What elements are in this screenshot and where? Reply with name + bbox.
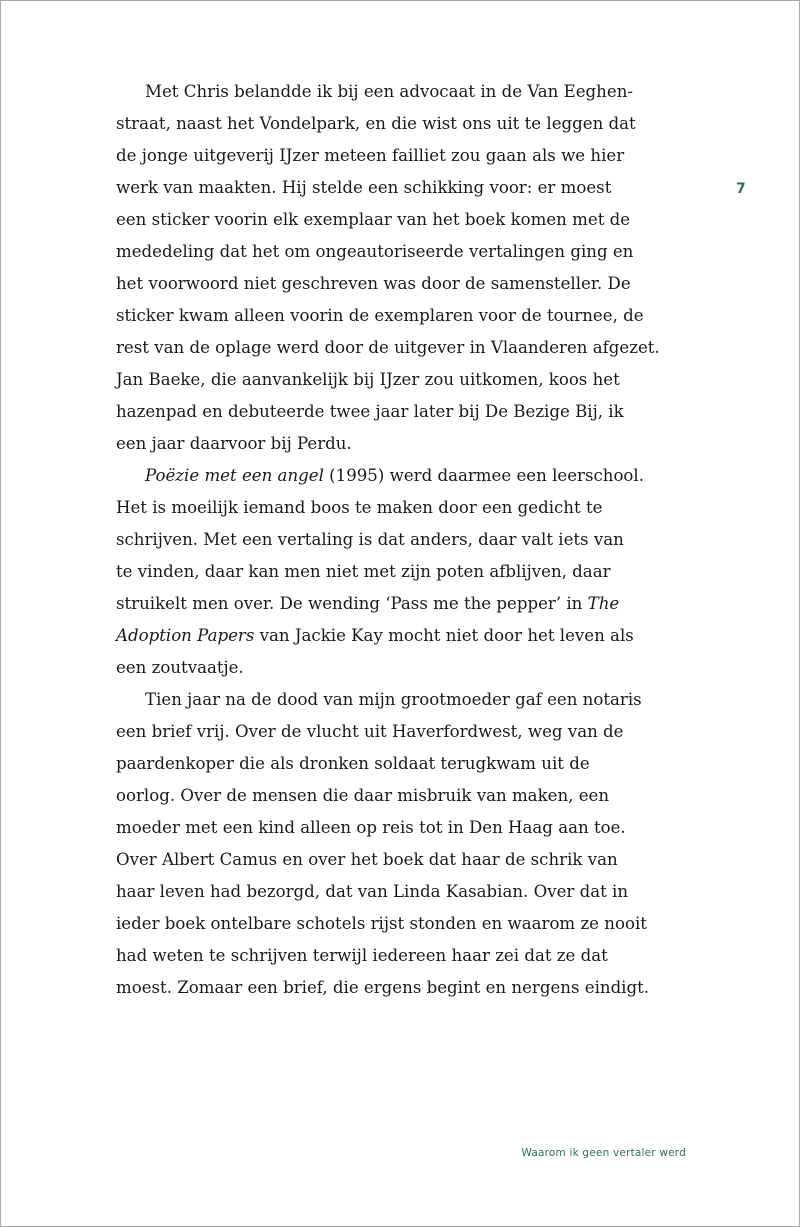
text-line: een jaar daarvoor bij Perdu. [116, 434, 352, 453]
paragraph-3 [116, 684, 696, 1004]
text-line: sticker kwam alleen voorin de exemplaren voor de tournee, de [116, 306, 644, 325]
text-line: Over Albert Camus en over het boek dat haar de schrik van [116, 850, 618, 869]
text-line: hazenpad en debuteerde twee jaar later bij De Bezige Bij, ik [116, 402, 624, 421]
text-line: de jonge uitgeverij IJzer meteen failliet zou gaan als we hier [116, 146, 625, 165]
text-line: oorlog. Over de mensen die daar misbruik van maken, een [116, 786, 610, 805]
text-line: moeder met een kind alleen op reis tot in Den Haag aan toe. [116, 818, 626, 837]
text-line: straat, naast het Vondelpark, en die wist ons uit te leggen dat [116, 114, 636, 133]
text-line: een zoutvaatje. [116, 658, 244, 677]
text-line: te vinden, daar kan men niet met zijn poten afblijven, daar [116, 562, 611, 581]
page-number: 7 [736, 181, 746, 197]
text-line: mededeling dat het om ongeautoriseerde vertalingen ging en [116, 242, 634, 261]
text-line: een brief vrij. Over de vlucht uit Haverfordwest, weg van de [116, 722, 624, 741]
text-line: het voorwoord niet geschreven was door de samensteller. De [116, 274, 631, 293]
text-line: had weten te schrijven terwijl iedereen haar zei dat ze dat [116, 946, 608, 965]
text-line: moest. Zomaar een brief, die ergens begint en nergens eindigt. [116, 978, 650, 997]
text-run: (1995) werd daarmee een leerschool. [323, 466, 645, 485]
body-text [116, 76, 696, 1004]
text-line: Het is moeilijk iemand boos te maken door een gedicht te [116, 498, 603, 517]
paragraph-2 [116, 460, 696, 684]
running-footer: Waarom ik geen vertaler werd [521, 1147, 686, 1159]
text-line: schrijven. Met een vertaling is dat anders, daar valt iets van [116, 530, 624, 549]
text-run: van Jackie Kay mocht niet door het leven als [254, 626, 634, 645]
book-title: The [587, 594, 620, 613]
book-title: Adoption Papers [116, 626, 255, 645]
text-line: ieder boek ontelbare schotels rijst stonden en waarom ze nooit [116, 914, 647, 933]
paragraph-1 [116, 76, 696, 460]
text-line: haar leven had bezorgd, dat van Linda Kasabian. Over dat in [116, 882, 629, 901]
book-title: Poëzie met een angel [145, 466, 324, 485]
text-line: Jan Baeke, die aanvankelijk bij IJzer zou uitkomen, koos het [116, 370, 620, 389]
text-line: Tien jaar na de dood van mijn grootmoeder gaf een notaris [145, 690, 642, 709]
text-run: struikelt men over. De wending ‘Pass me the pepper’ in [116, 594, 588, 613]
text-line: een sticker voorin elk exemplaar van het boek komen met de [116, 210, 631, 229]
text-line: rest van de oplage werd door de uitgever in Vlaanderen afgezet. [116, 338, 660, 357]
text-line [116, 620, 696, 652]
text-line [116, 460, 696, 492]
text-line: Met Chris belandde ik bij een advocaat in de Van Eeghen- [145, 82, 633, 101]
text-line [116, 588, 696, 620]
text-line: paardenkoper die als dronken soldaat terugkwam uit de [116, 754, 590, 773]
text-line: werk van maakten. Hij stelde een schikking voor: er moest [116, 178, 612, 197]
